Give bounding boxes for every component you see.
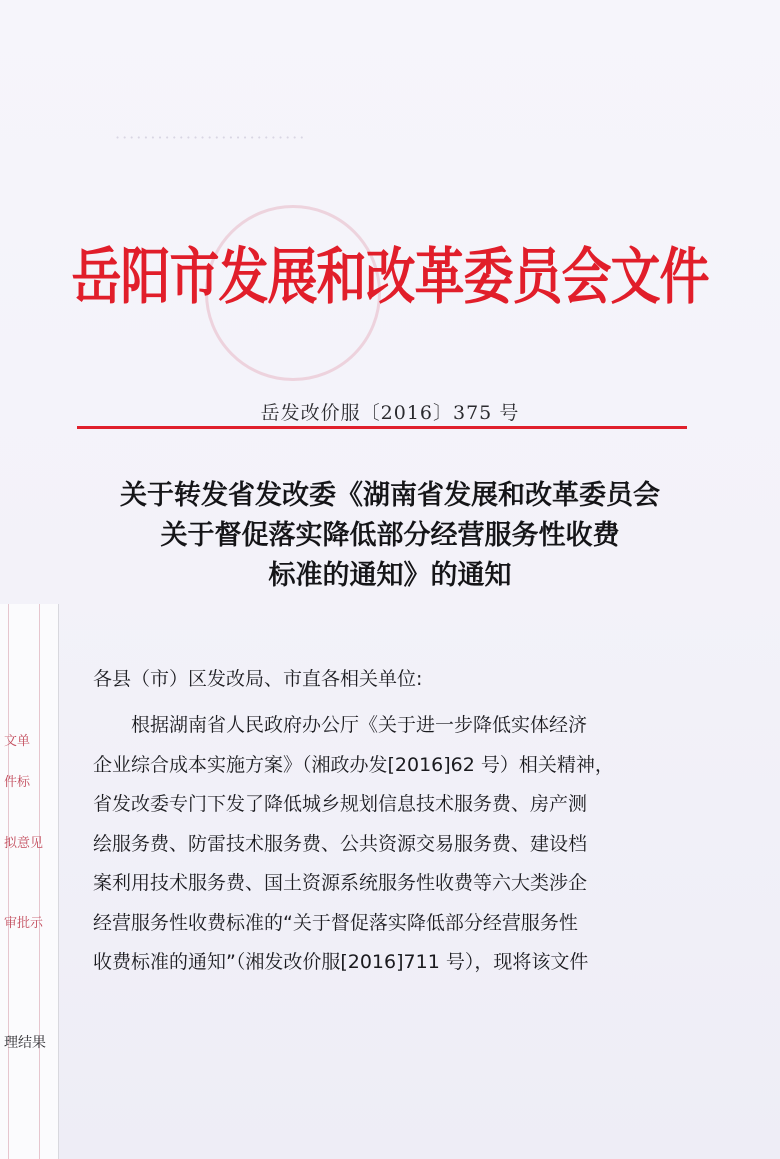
body-line: 省发改委专门下发了降低城乡规划信息技术服务费、房产测 <box>93 793 588 815</box>
body-line: 企业综合成本实施方案》（湘政办发[2016]62 号）相关精神， <box>93 753 614 776</box>
body-line: 收费标准的通知”（湘发改价服[2016]711 号），现将该文件 <box>93 951 589 973</box>
notice-title-line: 关于转发省发改委《湖南省发展和改革委员会 <box>120 480 660 511</box>
bleed-through-line: ··························· <box>115 128 307 147</box>
notice-title-line: 标准的通知》的通知 <box>268 560 512 591</box>
routing-slip-label: 拟意见 <box>4 836 44 851</box>
notice-title <box>40 476 740 596</box>
notice-title-line: 关于督促落实降低部分经营服务性收费 <box>160 520 620 551</box>
routing-slip-column <box>8 604 40 1159</box>
red-divider-line <box>77 426 687 429</box>
issuer-title: 岳阳市发展和改革委员会文件 <box>71 240 709 313</box>
routing-slip-label: 理结果 <box>4 1035 46 1051</box>
body-line: 经营服务性收费标准的“关于督促落实降低部分经营服务性 <box>93 911 578 934</box>
document-number: 岳发改价服〔2016〕375 号 <box>260 402 520 424</box>
routing-slip-label: 审批示 <box>4 916 44 931</box>
body-line: 绘服务费、防雷技术服务费、公共资源交易服务费、建设档 <box>93 832 588 855</box>
salutation: 各县（市）区发改局、市直各相关单位: <box>93 668 423 690</box>
body-line: 案利用技术服务费、国土资源系统服务性收费等六大类涉企 <box>93 872 588 894</box>
routing-slip-label: 件标 <box>4 775 31 790</box>
routing-slip-label: 文单 <box>4 734 31 749</box>
attached-routing-slip <box>0 604 59 1159</box>
body-line: 根据湖南省人民政府办公厅《关于进一步降低实体经济 <box>131 714 588 736</box>
body-paragraph <box>93 706 693 983</box>
